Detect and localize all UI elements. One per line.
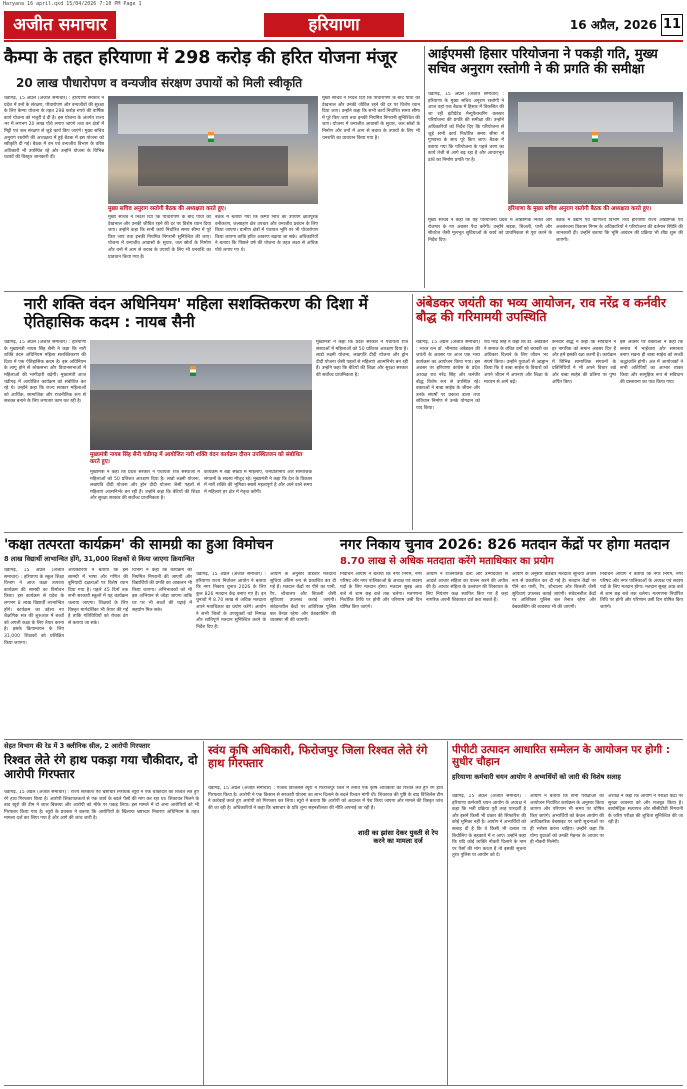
pilot-column-1: चंडीगढ़, 15 अप्रैल (अजीत समाचार) : हरियाणा कर्मचारी चयन आयोग के अध्यक्ष ने कहा कि भर्ती प्रक्रिया पूरी तरह पारदर्शी है और इसमें किसी भी प्रकार की सिफारिश की कोई भूमिका नहीं है। आयोग ने अभ्यर्थियों को सलाह दी है कि वे किसी भी दलाल या बिचौलिए के बहकावे में न आएं। उन्होंने कहा कि यदि कोई व्यक्ति नौकरी दिलाने के नाम पर पैसों की मांग करता है तो इसकी सूचना तुरंत पुलिस या आयोग को दें। [452, 794, 526, 859]
sehat-column-1: चंडीगढ़, 15 अप्रैल (अजीत समाचार) : राज्य सतर्कता एवं भ्रष्टाचार निरोधक ब्यूरो ने एक चौकीदार को रिश्वत लेते हुए रंगे हाथ गिरफ्तार किया है। आरोपी शिकायतकर्ता से एक कार्य के बदले पैसों की मांग कर रहा था। शिकायत मिलने के बाद ब्यूरो की टीम ने जाल बिछाया और आरोपी को मौके पर पकड़ लिया। इस मामले में दो अन्य आरोपियों को भी गिरफ्तार किया गया है। ब्यूरो के प्रवक्ता ने बताया कि आरोपियों के खिलाफ भ्रष्टाचार निवारण अधिनियम के तहत मामला दर्ज कर लिया गया है और आगे की जांच जारी है। [4, 790, 199, 822]
shaadi-headline: शादी का झांसा देकर युवती से रेप करने का मामला दर्ज [358, 829, 438, 845]
sehat-kicker: सेहत विभाग की रेड में 3 क्लीनिक सील, 2 आरोपी गिरफ्तार [4, 742, 150, 750]
footer-rule [4, 1085, 683, 1086]
print-slug: Haryana 16 april.qxd 15/04/2026 7:10 PM Page 1 [3, 1, 142, 7]
issue-date: 16 अप्रैल, 2026 [569, 18, 657, 32]
kaimpa-column-2: मुख्य सचिव ने निर्देश दिए कि पौधारोपण के बाद पौधों की देखभाल और उनकी जीवित रहने की दर पर विशेष ध्यान दिया जाए। उन्होंने कहा कि सभी कार्य निर्धारित समय सीमा में पूरे किए जाएं तथा इनकी नियमित निगरानी सुनिश्चित की जाए। योजना में वन्यजीव आवासों के सुधार, जल स्रोतों के निर्माण और वनों में आग से बचाव के उपायों के लिए भी धनराशि का प्रावधान किया गया है। [108, 215, 211, 260]
nagar-headline: नगर निकाय चुनाव 2026: 826 मतदान केंद्रों पर होगा मतदान [340, 537, 670, 553]
ambedkar-column-3: कर्नवीर बौद्ध ने कहा कि संविधान ने हर नागरिक को समान अवसर दिए हैं और हमें इसकी रक्षा करनी है। कार्यक्रम में विभिन्न सामाजिक संगठनों के प्रतिनिधियों ने भी अपने विचार रखे और बाबा साहेब की प्रतिमा पर पुष्प अर्पित किए। [552, 340, 616, 385]
nari-photo [90, 340, 312, 450]
horizontal-divider [4, 739, 683, 740]
kaimpa-column-1: चंडीगढ़, 15 अप्रैल (अजीत समाचार) : हरियाणा सरकार ने प्रदेश में वनों के संरक्षण, पौधारोपण और वन्यजीवों की सुरक्षा के लिए कैम्पा योजना के तहत 298 करोड़ रुपये की वार्षिक कार्य योजना को मंजूरी दे दी है। इस योजना के अंतर्गत राज्य भर में लगभग 20 लाख पौधे लगाए जाएंगे तथा वन क्षेत्रों में मिट्टी एवं जल संरक्षण से जुड़े कार्य किए जाएंगे। मुख्य सचिव अनुराग रस्तोगी की अध्यक्षता में हुई बैठक में इस योजना को स्वीकृति दी गई। बैठक में वन एवं वन्यजीव विभाग के वरिष्ठ अधिकारी भी उपस्थित रहे और उन्होंने योजना के विभिन्न घटकों की विस्तृत जानकारी दी। [4, 96, 104, 161]
krishi-headline: स्वंय कृषि अधिकारी, फिरोजपुर जिला रिश्वत लेते रंगे हाथ गिरफ्तार [208, 743, 428, 771]
kaksha-column-1: चंडीगढ़, 15 अप्रैल (अजीत समाचार) : हरियाणा के स्कूल शिक्षा विभाग ने आज कक्षा तत्परता कार्यक्रम की सामग्री का विमोचन किया। इस कार्यक्रम से प्रदेश के लगभग 8 लाख विद्यार्थी लाभान्वित होंगे। कार्यक्रम का उद्देश्य नए शैक्षणिक सत्र की शुरुआत में बच्चों को अगली कक्षा के लिए तैयार करना है। इसके क्रियान्वयन के लिए 31,000 शिक्षकों को प्रशिक्षित किया जाएगा। [4, 568, 64, 646]
nari-headline: नारी शक्ति वंदन अधिनियम' महिला सशक्तिकरण की दिशा में ऐतिहासिक कदम : नायब सैनी [24, 295, 368, 331]
nagar-column-5: आयोग के अनुसार वार्डवार मतदाता सूचियां अंतिम रूप से प्रकाशित कर दी गई हैं। मतदान केंद्रों पर पीने का पानी, रैंप, शौचालय और बिजली जैसी सुविधाएं उपलब्ध कराई जाएंगी। संवेदनशील केंद्रों पर अतिरिक्त पुलिस बल तैनात रहेगा और वेबकास्टिंग की व्यवस्था भी की जाएगी। [512, 572, 596, 610]
nari-column-1: चंडीगढ़, 15 अप्रैल (अजीत समाचार) : हरियाणा के मुख्यमंत्री नायब सिंह सैनी ने कहा कि नारी शक्ति वंदन अधिनियम महिला सशक्तिकरण की दिशा में एक ऐतिहासिक कदम है। इस अधिनियम के लागू होने से लोकसभा और विधानसभाओं में महिलाओं की भागीदारी बढ़ेगी। मुख्यमंत्री आज चंडीगढ़ में आयोजित कार्यक्रम को संबोधित कर रहे थे। उन्होंने कहा कि राज्य सरकार महिलाओं को आर्थिक, सामाजिक और राजनीतिक रूप से सशक्त बनाने के लिए लगातार काम कर रही है। [4, 340, 86, 405]
newspaper-logo: अजीत समाचार [4, 11, 116, 39]
vertical-divider [412, 294, 413, 530]
kaksha-column-3: विभाग ने कहा कि कार्यक्रम की नियमित निगरानी की जाएगी और विद्यार्थियों की प्रगति का आकलन भी किया जाएगा। अभिभावकों को भी इस अभियान से जोड़ा जाएगा ताकि घर पर भी बच्चों की पढ़ाई में सहयोग मिल सके। [132, 568, 192, 613]
pilot-column-3: अध्यक्ष ने कहा कि आयोग ने परीक्षा केंद्रों पर सुरक्षा व्यवस्था को और मजबूत किया है। बायोमेट्रिक सत्यापन और सीसीटीवी निगरानी के जरिए परीक्षा की शुचिता सुनिश्चित की जा रही है। [608, 794, 683, 826]
page-number: 11 [661, 14, 683, 36]
iamc-photo [508, 92, 683, 204]
iamc-column-3: बैठक में उद्योग एवं वाणिज्य विभाग तथा हरियाणा राज्य औद्योगिक एवं अवसंरचना विकास निगम के अधिकारियों ने परियोजना की वर्तमान स्थिति की जानकारी दी। उन्होंने बताया कि भूमि आवंटन की प्रक्रिया भी शीघ्र शुरू की जाएगी। [556, 218, 683, 243]
ambedkar-column-1: चंडीगढ़, 15 अप्रैल (अजीत समाचार) : भारत रत्न डॉ. भीमराव अंबेडकर की जयंती के अवसर पर आज एक भव्य कार्यक्रम का आयोजन किया गया। इस अवसर पर हरियाणा कांग्रेस के प्रदेश अध्यक्ष राव नरेंद्र सिंह और कर्नवीर बौद्ध विशेष रूप से उपस्थित रहे। वक्ताओं ने बाबा साहेब के जीवन और उनके संघर्षों पर प्रकाश डाला तथा संविधान निर्माण में उनके योगदान को याद किया। [416, 340, 480, 411]
ambedkar-column-4: इस अवसर पर वक्ताओं ने कहा कि समाज में भाईचारा और समानता बनाए रखना ही बाबा साहेब को सच्ची श्रद्धांजलि होगी। अंत में आयोजकों ने सभी अतिथियों का आभार व्यक्त किया और सामूहिक रूप से संविधान की प्रस्तावना का पाठ किया गया। [620, 340, 683, 385]
nari-column-2: मुख्यमंत्री ने कहा कि प्रदेश सरकार ने पंचायती राज संस्थाओं में महिलाओं को 50 प्रतिशत आरक्षण दिया है। लाडो लक्ष्मी योजना, लखपति दीदी योजना और ड्रोन दीदी योजना जैसी पहलों से महिलाएं आत्मनिर्भर बन रही हैं। उन्होंने कहा कि बेटियों की शिक्षा और सुरक्षा सरकार की सर्वोच्च प्राथमिकता है। [90, 470, 200, 502]
iamc-column-1: चंडीगढ़, 15 अप्रैल (अजीत समाचार) : हरियाणा के मुख्य सचिव अनुराग रस्तोगी ने आज यहां एक बैठक में हिसार में विकसित की जा रही इंटीग्रेटेड मैन्युफैक्चरिंग क्लस्टर परियोजना की प्रगति की समीक्षा की। उन्होंने अधिकारियों को निर्देश दिए कि परियोजना से जुड़े सभी कार्य निर्धारित समय सीमा में गुणवत्ता के साथ पूरे किए जाएं। बैठक में बताया गया कि परियोजना के पहले चरण का कार्य तेजी से आगे बढ़ रहा है और आधारभूत ढांचे का निर्माण प्रगति पर है। [428, 92, 504, 163]
ambedkar-column-2: राव नरेंद्र सिंह ने कहा कि डॉ. अंबेडकर ने समाज के वंचित वर्गों को बराबरी का अधिकार दिलाने के लिए जीवन भर संघर्ष किया। उन्होंने युवाओं से आह्वान किया कि वे बाबा साहेब के विचारों को अपने जीवन में अपनाएं और शिक्षा के माध्यम से आगे बढ़ें। [484, 340, 548, 385]
kaimpa-caption: मुख्य सचिव अनुराग रस्तोगी बैठक की अध्यक्षता करते हुए। [108, 206, 227, 212]
iamc-column-2: मुख्य सचिव ने कहा कि यह परियोजना प्रदेश में औद्योगिक निवेश और रोजगार के नए अवसर पैदा करेगी। उन्होंने सड़क, बिजली, पानी और सीवरेज जैसी मूलभूत सुविधाओं के कार्य को प्राथमिकता से पूरा करने के निर्देश दिए। [428, 218, 552, 243]
nagar-column-4: आयोग ने राजनीतिक दलों और उम्मीदवारों से आदर्श आचार संहिता का पालन करने की अपील की है। आचार संहिता के उल्लंघन की शिकायत के लिए नियंत्रण कक्ष स्थापित किए गए हैं जहां नागरिक अपनी शिकायत दर्ज करा सकते हैं। [426, 572, 508, 604]
nagar-column-6: निर्वाचन आयोग ने बताया कि नगर निगम, नगर परिषद और नगर पालिकाओं के अध्यक्ष एवं सदस्य पदों के लिए मतदान होगा। मतदान सुबह आठ बजे से शाम छह बजे तक चलेगा। मतगणना निर्धारित तिथि पर होगी और परिणाम उसी दिन घोषित किए जाएंगे। [600, 572, 683, 610]
krishi-column-1: चंडीगढ़, 15 अप्रैल (अजीत समाचार) : पंजाब विजिलेंस ब्यूरो ने फिरोजपुर जिले में तैनात एक कृषि अधिकारी को रिश्वत लेते हुए रंगे हाथ गिरफ्तार किया है। आरोपी ने एक किसान से सरकारी योजना का लाभ दिलाने के बदले रिश्वत मांगी थी। शिकायत की पुष्टि के बाद विजिलेंस टीम ने कार्रवाई करते हुए आरोपी को गिरफ्तार कर लिया। ब्यूरो ने बताया कि आरोपी को अदालत में पेश किया जाएगा और मामले की विस्तृत जांच की जा रही है। अधिकारियों ने कहा कि भ्रष्टाचार के प्रति शून्य सहनशीलता की नीति अपनाई जा रही है। [208, 786, 443, 811]
horizontal-divider [4, 532, 683, 533]
nagar-column-2: आयोग के अनुसार वार्डवार मतदाता सूचियां अंतिम रूप से प्रकाशित कर दी गई हैं। मतदान केंद्रों पर पीने का पानी, रैंप, शौचालय और बिजली जैसी सुविधाएं उपलब्ध कराई जाएंगी। संवेदनशील केंद्रों पर अतिरिक्त पुलिस बल तैनात रहेगा और वेबकास्टिंग की व्यवस्था भी की जाएगी। [270, 572, 336, 624]
vertical-divider [424, 46, 425, 288]
kaimpa-photo [108, 96, 318, 204]
kaksha-headline: 'कक्षा तत्परता कार्यक्रम' की सामग्री का हुआ विमोचन [4, 537, 273, 553]
vertical-divider [447, 741, 448, 1085]
kaimpa-subhead: 20 लाख पौधारोपण व वन्यजीव संरक्षण उपायों को मिली स्वीकृति [16, 76, 303, 90]
pilot-column-2: आयोग ने बताया कि सभी परीक्षाओं का आयोजन निर्धारित कार्यक्रम के अनुसार किया जाएगा और परिणाम भी समय पर घोषित किए जाएंगे। अभ्यर्थियों को केवल आयोग की आधिकारिक वेबसाइट पर जारी सूचनाओं पर ही भरोसा करना चाहिए। उन्होंने कहा कि योग्य युवाओं को उनकी मेहनत के आधार पर ही नौकरी मिलेगी। [530, 794, 604, 846]
nari-column-4: मुख्यमंत्री ने कहा कि प्रदेश सरकार ने पंचायती राज संस्थाओं में महिलाओं को 50 प्रतिशत आरक्षण दिया है। लाडो लक्ष्मी योजना, लखपति दीदी योजना और ड्रोन दीदी योजना जैसी पहलों से महिलाएं आत्मनिर्भर बन रही हैं। उन्होंने कहा कि बेटियों की शिक्षा और सुरक्षा सरकार की सर्वोच्च प्राथमिकता है। [316, 340, 408, 378]
nari-column-3: कार्यक्रम में बड़ी संख्या में महिलाएं, जनप्रतिनिधि और सामाजिक संगठनों के सदस्य मौजूद रहे। मुख्यमंत्री ने कहा कि देश के विकास में नारी शक्ति की भूमिका सबसे महत्वपूर्ण है और आने वाले समय में महिलाएं हर क्षेत्र में नेतृत्व करेंगी। [204, 470, 312, 495]
masthead [4, 10, 683, 42]
kaimpa-headline: कैम्पा के तहत हरियाणा में 298 करोड़ की हरित योजना मंजूर [4, 48, 397, 68]
kaksha-column-2: अधिकारियों ने बताया कि इस सामग्री में भाषा और गणित की बुनियादी दक्षताओं पर विशेष ध्यान दिया गया है। पहले 45 दिनों तक सभी सरकारी स्कूलों में यह कार्यक्रम चलाया जाएगा। शिक्षकों के लिए विस्तृत मार्गदर्शिका भी तैयार की गई है ताकि गतिविधियों को रोचक ढंग से कराया जा सके। [68, 568, 128, 626]
kaksha-subhead: 8 लाख विद्यार्थी लाभान्वित होंगे, 31,000 शिक्षकों से किया जाएगा क्रियान्वित [4, 555, 195, 563]
vertical-divider [203, 741, 204, 1085]
horizontal-divider [4, 291, 683, 292]
iamc-headline: आईएमसी हिसार परियोजना ने पकड़ी गति, मुख्य सचिव अनुराग रस्तोगी ने की प्रगति की समीक्षा [428, 47, 658, 77]
iamc-caption: हरियाणा के मुख्य सचिव अनुराग रस्तोगी बैठक की अध्यक्षता करते हुए। [508, 206, 652, 212]
sehat-headline: रिश्वत लेते रंगे हाथ पकड़ा गया चौकीदार, दो आरोपी गिरफ्तार [4, 753, 198, 781]
ambedkar-headline: अंबेडकर जयंती का भव्य आयोजन, राव नरेंद्र व कर्नवीर बौद्ध की गरिमामयी उपस्थिति [416, 295, 666, 325]
pilot-subhead: हरियाणा कर्मचारी चयन आयोग ने अभ्यर्थियों को जारी की विशेष सलाह [452, 773, 621, 781]
nari-caption: मुख्यमंत्री नायब सिंह सैनी चंडीगढ़ में आयोजित नारी शक्ति वंदन कार्यक्रम दौरान उपस्थितजन को संबोधित करते हुए। [90, 452, 303, 465]
kaimpa-column-3: बैठक में बताया गया कि कैम्पा निधि का उपयोग क्षतिपूरक वनीकरण, जलग्रहण क्षेत्र उपचार और वन्यजीव प्रबंधन के लिए किया जाएगा। ग्रामीण क्षेत्रों में पंचायत भूमि पर भी पौधारोपण किया जाएगा ताकि हरित आवरण बढ़ाया जा सके। अधिकारियों ने बताया कि पिछले वर्ष की योजना के तहत लक्ष्य से अधिक पौधे लगाए गए थे। [215, 215, 318, 253]
kaimpa-column-4: मुख्य सचिव ने निर्देश दिए कि पौधारोपण के बाद पौधों की देखभाल और उनकी जीवित रहने की दर पर विशेष ध्यान दिया जाए। उन्होंने कहा कि सभी कार्य निर्धारित समय सीमा में पूरे किए जाएं तथा इनकी नियमित निगरानी सुनिश्चित की जाए। योजना में वन्यजीव आवासों के सुधार, जल स्रोतों के निर्माण और वनों में आग से बचाव के उपायों के लिए भी धनराशि का प्रावधान किया गया है। [322, 96, 420, 141]
nagar-column-1: चंडीगढ़, 15 अप्रैल (अजीत समाचार) : हरियाणा राज्य निर्वाचन आयोग ने बताया कि नगर निकाय चुनाव 2026 के लिए कुल 826 मतदान केंद्र बनाए गए हैं। इन चुनावों में 8.70 लाख से अधिक मतदाता अपने मताधिकार का प्रयोग करेंगे। आयोग ने सभी जिलों के उपायुक्तों को निष्पक्ष और शांतिपूर्ण मतदान सुनिश्चित करने के निर्देश दिए हैं। [196, 572, 266, 630]
section-title: हरियाणा [264, 13, 404, 37]
nagar-subhead: 8.70 लाख से अधिक मतदाता करेंगे मताधिकार का प्रयोग [340, 556, 554, 567]
pilot-headline: पीपीटी उत्पादन आधारित सम्मेलन के आयोजन पर होगी : सुधीर चौहान [452, 744, 670, 769]
nagar-column-3: निर्वाचन आयोग ने बताया कि नगर निगम, नगर परिषद और नगर पालिकाओं के अध्यक्ष एवं सदस्य पदों के लिए मतदान होगा। मतदान सुबह आठ बजे से शाम छह बजे तक चलेगा। मतगणना निर्धारित तिथि पर होगी और परिणाम उसी दिन घोषित किए जाएंगे। [340, 572, 422, 610]
